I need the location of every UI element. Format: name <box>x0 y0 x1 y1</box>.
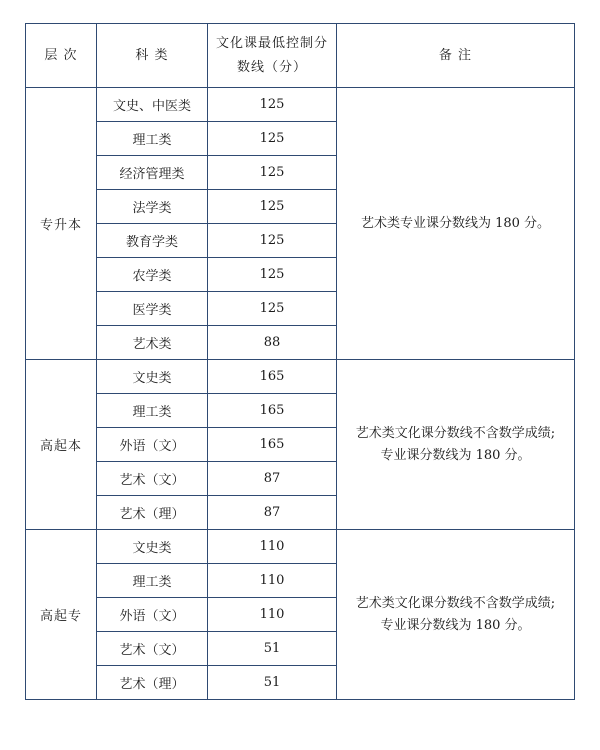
score-cell: 165 <box>208 394 337 428</box>
score-cell: 125 <box>208 224 337 258</box>
subject-cell: 法学类 <box>97 190 208 224</box>
score-cell: 125 <box>208 156 337 190</box>
note-cell <box>337 88 575 360</box>
subject-cell: 农学类 <box>97 258 208 292</box>
header-level: 层 次 <box>26 24 97 88</box>
score-cell: 110 <box>208 564 337 598</box>
header-row <box>26 24 575 88</box>
subject-cell: 教育学类 <box>97 224 208 258</box>
score-cell: 125 <box>208 292 337 326</box>
score-table <box>25 23 575 700</box>
note-line: 艺术类文化课分数线不含数学成绩; <box>355 425 556 441</box>
level-cell: 高起本 <box>26 360 97 530</box>
subject-cell: 医学类 <box>97 292 208 326</box>
score-cell: 88 <box>208 326 337 360</box>
score-cell: 165 <box>208 428 337 462</box>
score-cell: 87 <box>208 496 337 530</box>
score-cell: 125 <box>208 88 337 122</box>
subject-cell: 艺术（文） <box>97 462 208 496</box>
subject-cell: 经济管理类 <box>97 156 208 190</box>
subject-cell: 艺术（理） <box>97 496 208 530</box>
level-cell: 专升本 <box>26 88 97 360</box>
subject-cell: 理工类 <box>97 122 208 156</box>
note-line: 艺术类文化课分数线不含数学成绩; <box>355 595 556 611</box>
header-subject: 科 类 <box>97 24 208 88</box>
subject-cell: 文史类 <box>97 530 208 564</box>
header-note: 备 注 <box>337 24 575 88</box>
subject-cell: 外语（文） <box>97 598 208 632</box>
note-line: 艺术类专业课分数线为 180 分。 <box>360 215 551 231</box>
score-cell: 87 <box>208 462 337 496</box>
score-cell: 110 <box>208 598 337 632</box>
score-cell: 51 <box>208 666 337 700</box>
table-row <box>26 88 575 122</box>
table-row <box>26 360 575 394</box>
subject-cell: 理工类 <box>97 394 208 428</box>
header-score <box>208 24 337 88</box>
subject-cell: 理工类 <box>97 564 208 598</box>
level-cell: 高起专 <box>26 530 97 700</box>
note-line: 专业课分数线为 180 分。 <box>380 617 531 633</box>
note-cell <box>337 360 575 530</box>
score-cell: 125 <box>208 190 337 224</box>
subject-cell: 外语（文） <box>97 428 208 462</box>
subject-cell: 艺术类 <box>97 326 208 360</box>
score-cell: 125 <box>208 258 337 292</box>
score-cell: 110 <box>208 530 337 564</box>
score-cell: 51 <box>208 632 337 666</box>
score-cell: 165 <box>208 360 337 394</box>
score-cell: 125 <box>208 122 337 156</box>
header-score-line-2: 数线（分） <box>236 59 307 75</box>
subject-cell: 文史类 <box>97 360 208 394</box>
header-score-line-1: 文化课最低控制分 <box>215 35 328 51</box>
subject-cell: 文史、中医类 <box>97 88 208 122</box>
note-cell <box>337 530 575 700</box>
subject-cell: 艺术（文） <box>97 632 208 666</box>
table-row <box>26 530 575 564</box>
subject-cell: 艺术（理） <box>97 666 208 700</box>
note-line: 专业课分数线为 180 分。 <box>380 447 531 463</box>
table-body <box>26 88 575 700</box>
